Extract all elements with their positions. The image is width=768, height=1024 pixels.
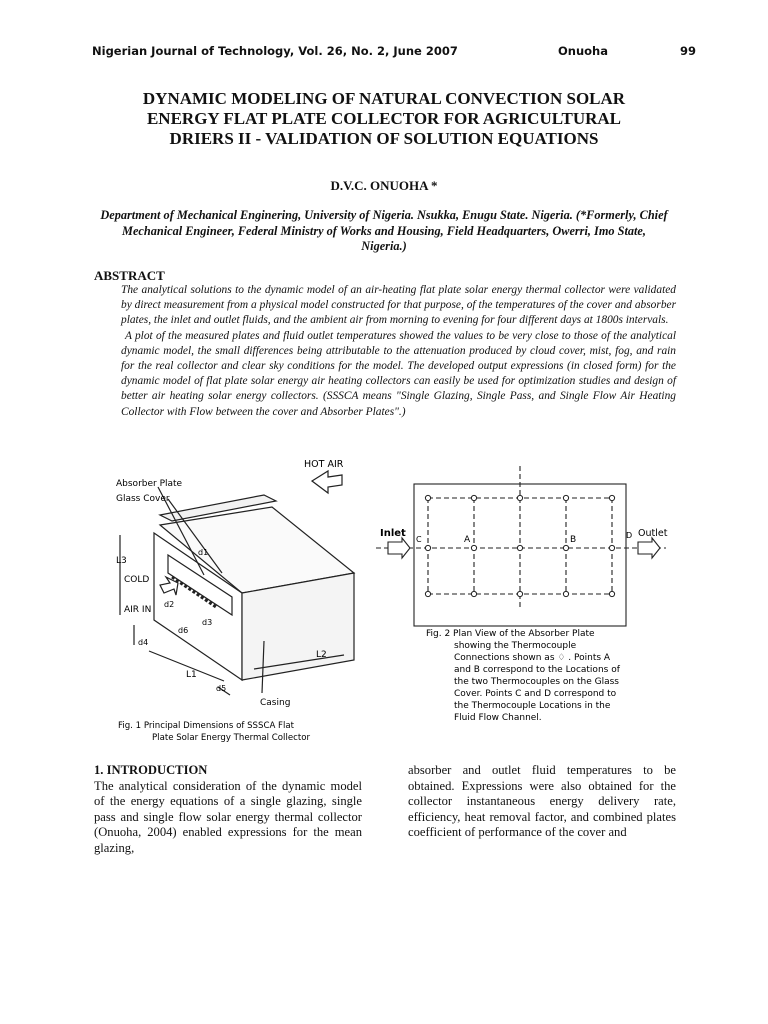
intro-left-column [94, 763, 362, 857]
title-line: ENERGY FLAT PLATE COLLECTOR FOR AGRICULTURAL [146, 109, 622, 128]
casing-label: Casing [260, 698, 291, 708]
thermocouple-point [471, 591, 476, 596]
thermocouple-point [609, 545, 614, 550]
air-in-label: AIR IN [124, 605, 152, 615]
intro-right-column [408, 763, 676, 841]
figure2-caption: Cover. Points C and D correspond to [454, 689, 617, 699]
point-c-label: C [416, 535, 422, 544]
point-b-label: B [570, 535, 577, 545]
thermocouple-point [425, 591, 430, 596]
l3-label: L3 [116, 556, 127, 566]
d4-label: d4 [138, 638, 149, 647]
thermocouple-point [471, 545, 476, 550]
inlet-label: Inlet [380, 528, 406, 539]
affiliation: Department of Mechanical Enginering, University of Nigeria. Nsukka, Enugu State. Nigeria. (*Formerly, Chief Mechanical Engineer, Federal Ministry of Works and Housing, Field Headquarters, Owerri, Imo State, Nigeria.) [100, 208, 668, 253]
glass-cover-label: Glass Cover [116, 494, 170, 504]
l2-label: L2 [316, 650, 327, 660]
figure2-shape [638, 538, 660, 558]
figure2-caption: Fluid Flow Channel. [454, 713, 542, 723]
thermocouple-point [517, 545, 522, 550]
figure2-caption: the two Thermocouples on the Glass [454, 677, 619, 687]
figure2-plan-view [376, 462, 680, 752]
thermocouple-point [425, 545, 430, 550]
abstract-paragraph: A plot of the measured plates and fluid outlet temperatures showed the values to be very close to those of the analytical dynamic model, the small differences being attributable to the attenuation produced by cloud cover, mist, fog, and rain for the real collector and clear sky conditions for the model. The developed output expressions (in closed form) for the dynamic model of flat plate solar energy air heating collectors can easily be used for optimization studies and design of better air heating solar energy collectors. (SSSCA means "Single Glazing, Single Pass, and Single Flow Air Heating Collector with Flow between the cover and Absorber Plates".) [121, 329, 676, 418]
paper-title [60, 89, 708, 149]
header-author: Onuoha [558, 44, 608, 58]
intro-paragraph-continued: absorber and outlet fluid temperatures to be obtained. Expressions were also obtained for the collector instantaneous energy delivery rate, efficiency, heat removal factor, and combined plates coefficient of performance of the cover and [408, 763, 676, 840]
thermocouple-point [517, 591, 522, 596]
figure1-caption: Fig. 1 Principal Dimensions of SSSCA Flat [118, 721, 295, 731]
abstract-body [121, 283, 676, 420]
outlet-label: Outlet [638, 528, 668, 539]
d3-label: d3 [202, 618, 213, 627]
thermocouple-point [563, 495, 568, 500]
absorber-plate-label: Absorber Plate [116, 479, 183, 489]
figure1-caption: Plate Solar Energy Thermal Collector [152, 733, 311, 743]
figure1-collector-drawing [94, 455, 364, 747]
thermocouple-point [563, 545, 568, 550]
figure2-caption: the Thermocouple Locations in the [454, 701, 611, 711]
d6-label: d6 [178, 626, 189, 635]
d1-label: d1 [198, 548, 209, 557]
thermocouple-point [563, 591, 568, 596]
d5-label: d5 [216, 684, 227, 693]
figure2-caption: and B correspond to the Locations of [454, 665, 620, 675]
l1-label: L1 [186, 670, 197, 680]
figure2-caption: showing the Thermocouple [454, 641, 577, 651]
cold-label: COLD [124, 575, 150, 585]
point-d-label: D [626, 531, 633, 540]
title-line: DYNAMIC MODELING OF NATURAL CONVECTION SOLAR [142, 89, 626, 108]
thermocouple-point [471, 495, 476, 500]
figure1-shape [312, 471, 342, 493]
author-name: D.V.C. ONUOHA * [330, 178, 438, 193]
introduction-heading: 1. INTRODUCTION [94, 763, 208, 777]
thermocouple-point [609, 591, 614, 596]
figure2-shape [388, 538, 410, 558]
page-number: 99 [680, 44, 697, 58]
thermocouple-point [517, 495, 522, 500]
point-a-label: A [464, 535, 471, 545]
abstract-heading: ABSTRACT [94, 268, 165, 283]
abstract-paragraph: The analytical solutions to the dynamic model of an air-heating flat plate solar energy thermal collector were validated by direct measurement from a physical model constructed for that purpose, of the temperatures of the cover and absorber plates, the inlet and outlet fluids, and the ambient air from morning to evening for four different days at 1800s intervals. [121, 284, 676, 327]
hot-air-label: HOT AIR [304, 459, 344, 470]
figure2-caption: Fig. 2 Plan View of the Absorber Plate [426, 629, 595, 639]
intro-paragraph: The analytical consideration of the dynamic model of the energy equations of a single glazing, single pass and single flow solar energy thermal collector (Onuoha, 2004) enabled expressions for the mean glazing, [94, 778, 362, 855]
thermocouple-point [425, 495, 430, 500]
d2-label: d2 [164, 600, 175, 609]
journal-header: Nigerian Journal of Technology, Vol. 26, No. 2, June 2007 [92, 44, 458, 58]
thermocouple-point [609, 495, 614, 500]
figure2-caption: Connections shown as ♢ . Points A [454, 653, 611, 663]
title-line: DRIERS II - VALIDATION OF SOLUTION EQUATIONS [169, 129, 599, 148]
